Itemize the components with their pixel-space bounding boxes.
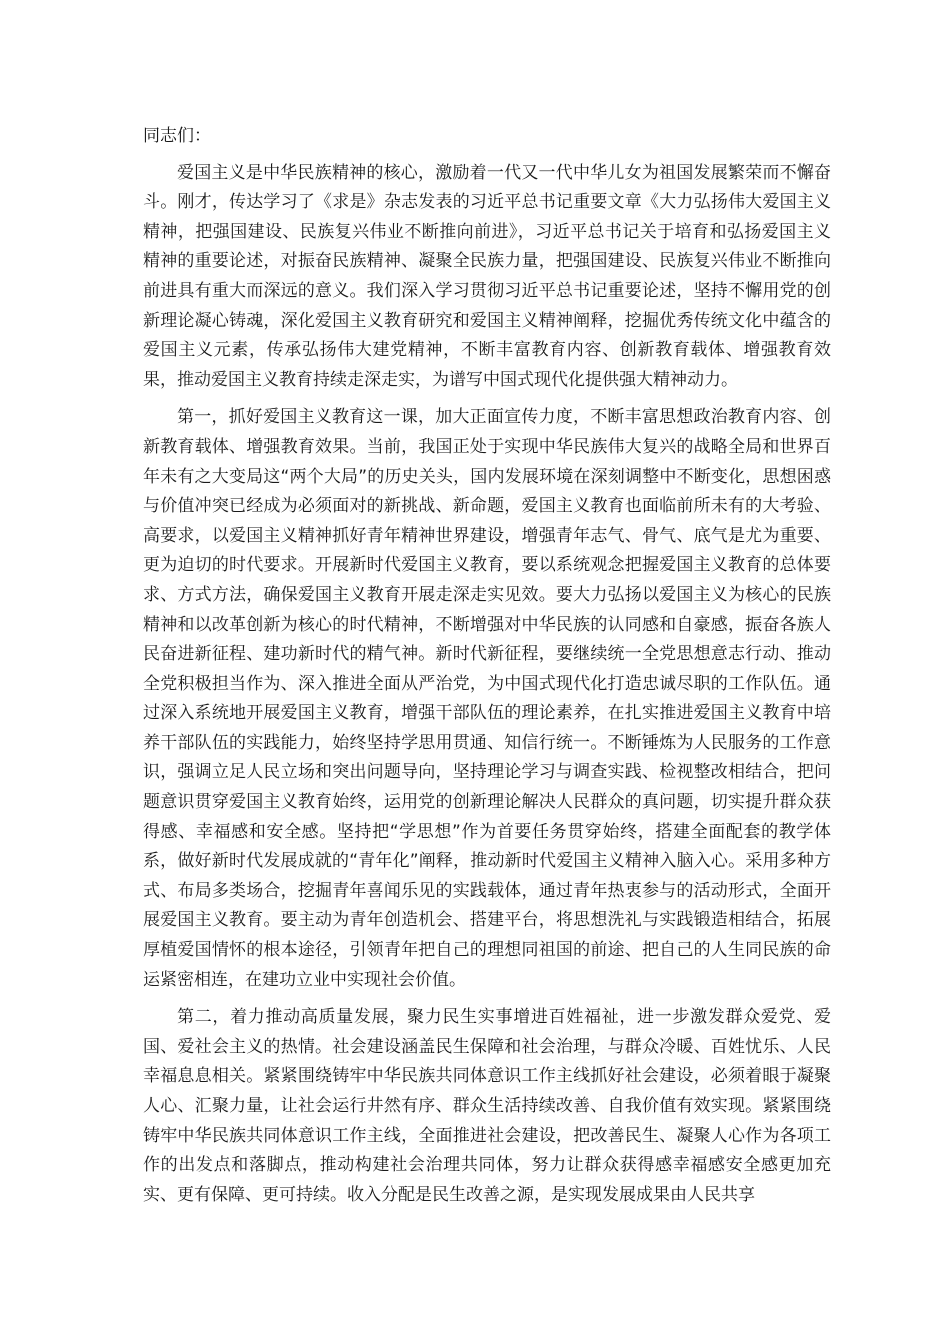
paragraph-first-point: 第一，抓好爱国主义教育这一课，加大正面宣传力度，不断丰富思想政治教育内容、创新教育载体、增强教育效果。当前，我国正处于实现中华民族伟大复兴的战略全局和世界百年未有之大变局这“两个大局”的历史关头，国内发展环境在深刻调整中不断变化，思想困惑与价值冲突已经成为必须面对的新挑战、新命题，爱国主义教育也面临前所未有的大考验、高要求，以爱国主义精神抓好青年精神世界建设，增强青年志气、骨气、底气是尤为重要、更为迫切的时代要求。开展新时代爱国主义教育，要以系统观念把握爱国主义教育的总体要求、方式方法，确保爱国主义教育开展走深走实见效。要大力弘扬以爱国主义为核心的民族精神和以改革创新为核心的时代精神，不断增强对中华民族的认同感和自豪感，振奋各族人民奋进新征程、建功新时代的精气神。新时代新征程，要继续统一全党思想意志行动、推动全党积极担当作为、深入推进全面从严治党，为中国式现代化打造忠诚尽职的工作队伍。通过深入系统地开展爱国主义教育，增强干部队伍的理论素养，在扎实推进爱国主义教育中培养干部队伍的实践能力，始终坚持学思用贯通、知信行统一。不断锤炼为人民服务的工作意识，强调立足人民立场和突出问题导向，坚持理论学习与调查实践、检视整改相结合，把问题意识贯穿爱国主义教育始终，运用党的创新理论解决人民群众的真问题，切实提升群众获得感、幸福感和安全感。坚持把“学思想”作为首要任务贯穿始终，搭建全面配套的教学体系，做好新时代发展成就的“青年化”阐释，推动新时代爱国主义精神入脑入心。采用多种方式、布局多类场合，挖掘青年喜闻乐见的实践载体，通过青年热衷参与的活动形式，全面开展爱国主义教育。要主动为青年创造机会、搭建平台，将思想洗礼与实践锻造相结合，拓展厚植爱国情怀的根本途径，引领青年把自己的理想同祖国的前途、把自己的人生同民族的命运紧密相连，在建功立业中实现社会价值。 xyxy=(143,407,831,990)
salutation: 同志们： xyxy=(143,126,211,146)
document-page xyxy=(143,122,831,1218)
paragraph-intro: 爱国主义是中华民族精神的核心，激励着一代又一代中华儿女为祖国发展繁荣而不懈奋斗。刚才，传达学习了《求是》杂志发表的习近平总书记重要文章《大力弘扬伟大爱国主义精神，把强国建设、民族复兴伟业不断推向前进》，习近平总书记关于培育和弘扬爱国主义精神的重要论述，对振奋民族精神、凝聚全民族力量，把强国建设、民族复兴伟业不断推向前进具有重大而深远的意义。我们深入学习贯彻习近平总书记重要论述，坚持不懈用党的创新理论凝心铸魂，深化爱国主义教育研究和爱国主义精神阐释，挖掘优秀传统文化中蕴含的爱国主义元素，传承弘扬伟大建党精神，不断丰富教育内容、创新教育载体、增强教育效果，推动爱国主义教育持续走深走实，为谱写中国式现代化提供强大精神动力。 xyxy=(143,162,831,390)
paragraph-second-point: 第二，着力推动高质量发展，聚力民生实事增进百姓福祉，进一步激发群众爱党、爱国、爱社会主义的热情。社会建设涵盖民生保障和社会治理，与群众冷暖、百姓忧乐、人民幸福息息相关。紧紧围绕铸牢中华民族共同体意识工作主线抓好社会建设，必须着眼于凝聚人心、汇聚力量，让社会运行井然有序、群众生活持续改善、自我价值有效实现。紧紧围绕铸牢中华民族共同体意识工作主线，全面推进社会建设，把改善民生、凝聚人心作为各项工作的出发点和落脚点，推动构建社会治理共同体，努力让群众获得感幸福感安全感更加充实、更有保障、更可持续。收入分配是民生改善之源，是实现发展成果由人民共享 xyxy=(143,1007,831,1205)
